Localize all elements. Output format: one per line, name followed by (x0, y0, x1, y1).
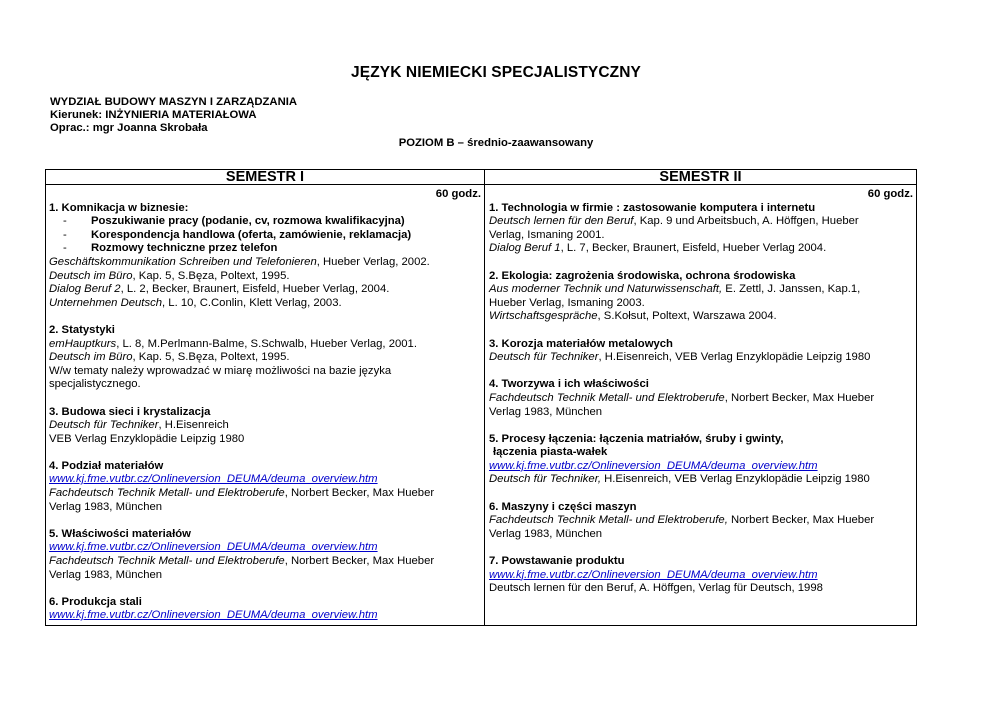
semester-1-heading: SEMESTR I (46, 170, 484, 185)
ref-title: Deutsch für Techniker (49, 419, 159, 432)
ref-details: Hueber Verlag, Ismaning 2003. (489, 296, 645, 309)
ref-title: Unternehmen Deutsch (49, 296, 163, 309)
topic-title: 1. Technologia w firmie : zastosowanie komputera i internetu (489, 201, 816, 214)
direction-line: Kierunek: INŻYNIERIA MATERIAŁOWA (50, 109, 257, 121)
document-meta (50, 96, 297, 135)
bullet-dash: - (63, 228, 67, 241)
reference (49, 338, 481, 352)
topic-4 (489, 378, 913, 419)
note-text: specjalistycznego. (49, 378, 141, 391)
topic-title: 7. Powstawanie produktu (489, 555, 625, 568)
ref-details: Verlag 1983, München (49, 500, 163, 513)
topic-6 (49, 596, 481, 623)
reference (49, 270, 481, 284)
ref-details: Deutsch lernen für den Beruf, A. Höffgen, Verlag für Deutsch, 1998 (489, 582, 823, 595)
semester-2-body (485, 185, 916, 596)
ref-details: H.Eisenreich, VEB Verlag Enzyklopädie Leipzig 1980 (600, 473, 870, 486)
ref-details: , Norbert Becker, Max Hueber (284, 555, 435, 568)
ref-details: Verlag 1983, München (49, 568, 163, 581)
topic-title: 5. Właściwości materiałów (49, 527, 191, 540)
topic-3 (49, 406, 481, 447)
reference (489, 215, 913, 229)
ref-title: Deutsch lernen für den Beruf (489, 215, 634, 228)
topic-5 (489, 433, 913, 487)
ref-title: Dialog Beruf 1 (489, 242, 561, 255)
topic-title: 2. Statystyki (49, 323, 115, 336)
ref-details: , L. 7, Becker, Braunert, Eisfeld, Hueber Verlag 2004. (560, 242, 827, 255)
topic-title: 3. Budowa sieci i krystalizacja (49, 405, 211, 418)
reference (489, 283, 913, 297)
ref-title: Wirtschaftsgespräche (489, 310, 598, 323)
topic-title-continued: łączenia piasta-wałek (493, 446, 608, 459)
ref-details: E. Zettl, J. Janssen, Kap.1, (722, 283, 861, 296)
bullet-dash: - (63, 215, 67, 228)
resource-link[interactable]: www.kj.fme.vutbr.cz/Onlineversion_DEUMA/deuma_overview.htm (49, 541, 378, 554)
reference (489, 473, 913, 487)
topic-7 (489, 555, 913, 596)
ref-details: Norbert Becker, Max Hueber (727, 514, 875, 527)
ref-title: Geschäftskommunikation Schreiben und Telefonieren (49, 255, 317, 268)
ref-title: Fachdeutsch Technik Metall- und Elektroberufe, (489, 514, 728, 527)
reference (489, 310, 913, 324)
ref-details: , Norbert Becker, Max Hueber (724, 391, 875, 404)
page-title: JĘZYK NIEMIECKI SPECJALISTYCZNY (351, 64, 641, 81)
ref-title: Deutsch im Büro (49, 269, 133, 282)
topic-2 (49, 324, 481, 392)
topic-5 (49, 528, 481, 582)
ref-details: , S.Kołsut, Poltext, Warszawa 2004. (597, 310, 777, 323)
bullet-item (49, 215, 481, 229)
topic-1 (489, 202, 913, 256)
resource-link[interactable]: www.kj.fme.vutbr.cz/Onlineversion_DEUMA/deuma_overview.htm (49, 473, 378, 486)
semester-2-hours: 60 godz. (867, 188, 913, 200)
ref-details: VEB Verlag Enzyklopädie Leipzig 1980 (49, 432, 245, 445)
ref-title: Deutsch im Büro (49, 351, 133, 364)
semester-1-hours: 60 godz. (435, 188, 481, 200)
resource-link[interactable]: www.kj.fme.vutbr.cz/Onlineversion_DEUMA/deuma_overview.htm (489, 459, 818, 472)
reference (49, 487, 481, 501)
topic-title: 4. Tworzywa i ich właściwości (489, 378, 649, 391)
faculty-line: WYDZIAŁ BUDOWY MASZYN I ZARZĄDZANIA (50, 96, 298, 108)
ref-details: Verlag 1983, München (489, 527, 603, 540)
topic-title: 1. Komnikacja w biznesie: (49, 201, 189, 214)
author-line: Oprac.: mgr Joanna Skrobała (50, 122, 208, 134)
reference (49, 419, 481, 433)
ref-title: Aus moderner Technik und Naturwissenschaft, (489, 283, 723, 296)
semester-2-column (485, 170, 916, 625)
bullet-text: Korespondencja handlowa (oferta, zamówienie, reklamacja) (91, 228, 412, 241)
topic-3 (489, 338, 913, 365)
syllabus-table (45, 169, 917, 626)
note-text: W/w tematy należy wprowadzać w miarę możliwości na bazie języka (49, 364, 392, 377)
topic-6 (489, 501, 913, 542)
topic-title: 5. Procesy łączenia: łączenia matriałów, śruby i gwinty, (489, 432, 784, 445)
reference (49, 256, 481, 270)
reference (489, 351, 913, 365)
reference (49, 351, 481, 365)
ref-title: Fachdeutsch Technik Metall- und Elektroberufe (49, 555, 285, 568)
ref-title: Deutsch für Techniker (489, 351, 599, 364)
resource-link[interactable]: www.kj.fme.vutbr.cz/Onlineversion_DEUMA/deuma_overview.htm (49, 609, 378, 622)
ref-details: , L. 2, Becker, Braunert, Eisfeld, Hueber Verlag, 2004. (120, 283, 390, 296)
ref-details: , L. 8, M.Perlmann-Balme, S.Schwalb, Hueber Verlag, 2001. (116, 337, 417, 350)
reference (49, 283, 481, 297)
ref-details: , L. 10, C.Conlin, Klett Verlag, 2003. (162, 296, 342, 309)
ref-details: Verlag, Ismaning 2001. (489, 228, 605, 241)
ref-details: , Norbert Becker, Max Hueber (284, 487, 435, 500)
reference (489, 242, 913, 256)
ref-title: Fachdeutsch Technik Metall- und Elektroberufe (49, 487, 285, 500)
bullet-dash: - (63, 242, 67, 255)
ref-details: , H.Eisenreich (158, 419, 229, 432)
semester-1-body (46, 185, 484, 623)
bullet-item (49, 242, 481, 256)
level-line: POZIOM B – średnio-zaawansowany (398, 137, 594, 149)
ref-title: emHauptkurs (49, 337, 117, 350)
resource-link[interactable]: www.kj.fme.vutbr.cz/Onlineversion_DEUMA/deuma_overview.htm (489, 568, 818, 581)
topic-2 (489, 270, 913, 324)
topic-bullets (49, 215, 481, 256)
topic-title: 4. Podział materiałów (49, 459, 164, 472)
reference (489, 392, 913, 406)
ref-details: , Hueber Verlag, 2002. (316, 255, 430, 268)
ref-title: Deutsch für Techniker, (489, 473, 601, 486)
ref-details: , Kap. 5, S.Bęza, Poltext, 1995. (132, 351, 290, 364)
ref-details: , Kap. 9 und Arbeitsbuch, A. Höffgen, Hueber (633, 215, 859, 228)
semester-2-heading: SEMESTR II (485, 170, 916, 185)
ref-details: , H.Eisenreich, VEB Verlag Enzyklopädie Leipzig 1980 (598, 351, 871, 364)
topic-title: 2. Ekologia: zagrożenia środowiska, ochrona środowiska (489, 269, 796, 282)
semester-1-column (46, 170, 485, 625)
bullet-item (49, 229, 481, 243)
reference (49, 555, 481, 569)
ref-title: Dialog Beruf 2 (49, 283, 121, 296)
ref-details: Verlag 1983, München (489, 405, 603, 418)
ref-details: , Kap. 5, S.Bęza, Poltext, 1995. (132, 269, 290, 282)
reference (489, 514, 913, 528)
bullet-text: Poszukiwanie pracy (podanie, cv, rozmowa kwalifikacyjna) (91, 215, 405, 228)
topic-4 (49, 460, 481, 514)
reference (49, 297, 481, 311)
topic-title: 6. Maszyny i części maszyn (489, 500, 637, 513)
topic-title: 6. Produkcja stali (49, 595, 142, 608)
ref-title: Fachdeutsch Technik Metall- und Elektroberufe (489, 391, 725, 404)
bullet-text: Rozmowy techniczne przez telefon (91, 242, 278, 255)
topic-title: 3. Korozja materiałów metalowych (489, 337, 673, 350)
topic-1 (49, 202, 481, 311)
